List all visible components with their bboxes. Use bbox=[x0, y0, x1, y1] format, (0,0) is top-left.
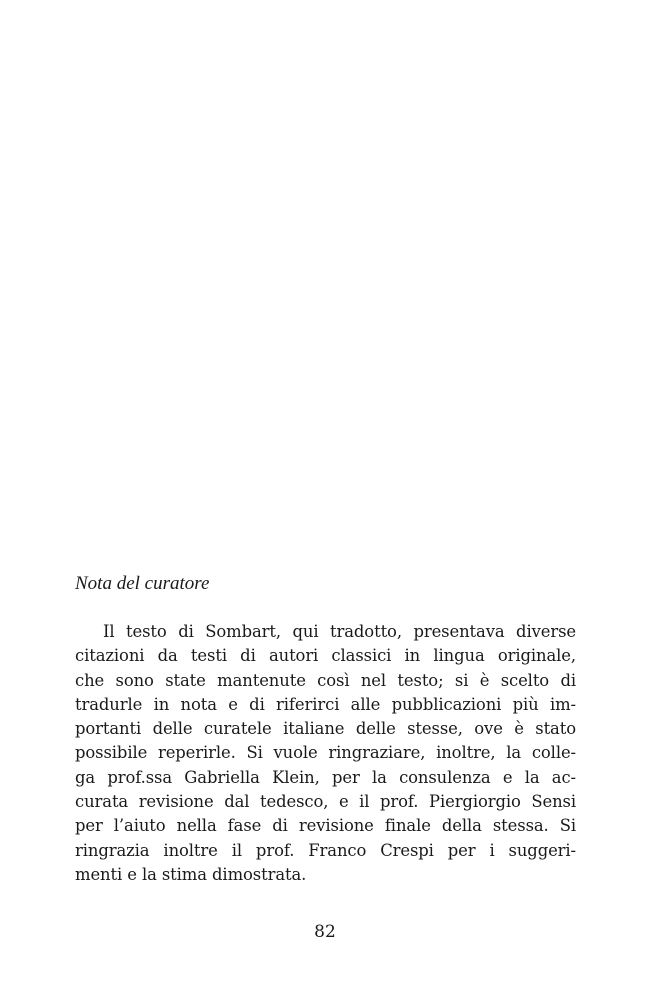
paragraph-line: possibile reperirle. Si vuole ringraziare, inoltre, la colle- bbox=[75, 743, 576, 763]
paragraph-line: ga prof.ssa Gabriella Klein, per la consulenza e la ac- bbox=[75, 767, 576, 787]
paragraph-line: menti e la stima dimostrata. bbox=[75, 864, 307, 884]
paragraph-line: Il testo di Sombart, qui tradotto, presentava diverse bbox=[103, 622, 576, 641]
paragraph-line: tradurle in nota e di riferirci alle pubblicazioni più im- bbox=[75, 694, 576, 714]
paragraph-line: che sono state mantenute così nel testo; si è scelto di bbox=[75, 670, 576, 690]
paragraph-line: curata revisione dal tedesco, e il prof. Piergiorgio Sensi bbox=[75, 792, 576, 812]
paragraph-line: citazioni da testi di autori classici in lingua originale, bbox=[75, 646, 576, 666]
paragraph-line: ringrazia inoltre il prof. Franco Crespi per i suggeri- bbox=[75, 840, 576, 860]
note-paragraph bbox=[75, 620, 576, 887]
paragraph-line: portanti delle curatele italiane delle stesse, ove è stato bbox=[75, 719, 576, 739]
note-title: Nota del curatore bbox=[75, 573, 210, 594]
page-number: 82 bbox=[314, 922, 336, 942]
paragraph-line: per l’aiuto nella fase di revisione finale della stessa. Si bbox=[75, 816, 576, 836]
